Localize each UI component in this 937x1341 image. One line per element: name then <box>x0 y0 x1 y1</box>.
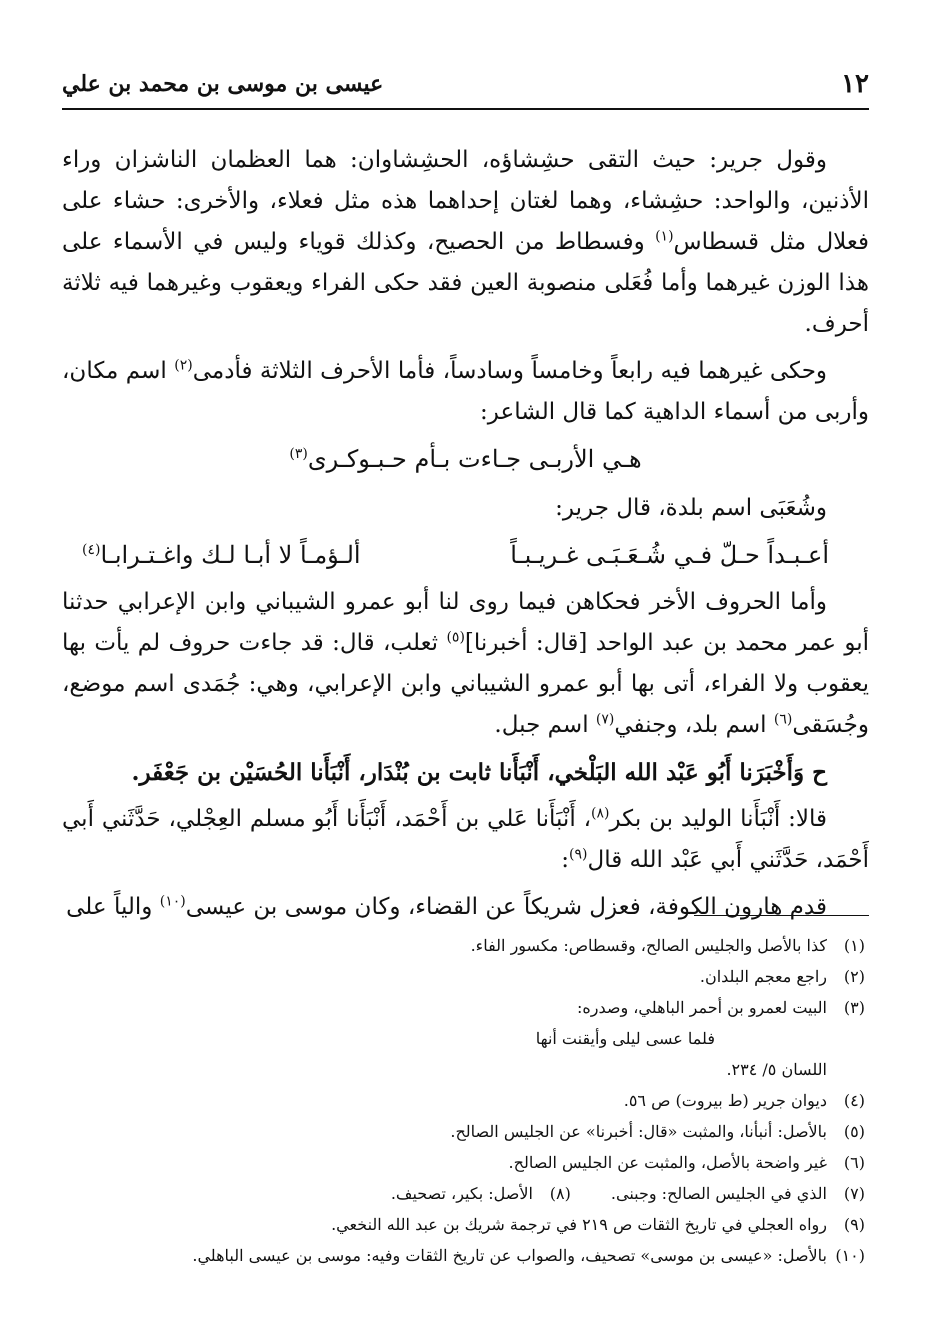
footnote-text: بالأصل: أنبأنا، والمثبت «قال: أخبرنا» عن الجليس الصالح. <box>450 1122 827 1141</box>
paragraph <box>62 351 869 433</box>
paragraph-text: ثعلب، قال: قد جاءت حروف لم يأت بها يعقوب ولا الفراء، أتى بها أبو عمرو الشيباني وابن الإعرابي، وهي: جُمَدى اسم موضع، وجُسَقى <box>62 630 869 738</box>
footnote-item <box>62 1085 865 1116</box>
paragraph-text: ، أَنْبَأَنا عَلي بن أَحْمَد، أَنْبَأَنا أَبُو مسلم العِجْلي، حَدَّثَني أَبي أَحْمَد، حَدَّثَني أَبي عَبْد الله قال <box>62 806 869 873</box>
footnote-number: (١) <box>843 936 865 955</box>
paragraph <box>62 582 869 746</box>
footnote-separator <box>694 915 869 916</box>
footnote-ref: (١) <box>655 228 674 245</box>
paragraph-text: وفسطاط من الحصيح، وكذلك قوياء وليس في الأسماء على هذا الوزن غيرهما وأما فُعَلى منصوبة العين فقد حكى الفراء ويعقوب وغيرهما فيه ثلاثة أحرف. <box>62 229 869 337</box>
footnote-item <box>62 1240 865 1271</box>
footnote-ref: (٨) <box>591 805 610 822</box>
paragraph-text: وأما الحروف الأخر فحكاهن فيما روى لنا أبو عمرو الشيباني وابن الإعرابي حدثنا أبو عمر محمد بن عبد الواحد [قال: أخبرنا] <box>62 589 870 656</box>
footnote-item <box>62 1147 865 1178</box>
footnote-number: (٧) <box>843 1184 865 1203</box>
footnote-number: (٢) <box>843 967 865 986</box>
main-text <box>62 140 869 934</box>
page-number: ١٢ <box>841 69 869 99</box>
paragraph-text: وشُعَبَى اسم بلدة، قال جرير: <box>555 495 827 521</box>
paragraph-text: وحكى غيرهما فيه رابعاً وخامساً وسادساً، فأما الأحرف الثلاثة فأدمى <box>192 358 828 384</box>
footnote-number: (٣) <box>843 998 865 1017</box>
footnote-ref: (١٠) <box>159 893 186 910</box>
footnote-item <box>62 1209 865 1240</box>
paragraph-text: والياً على <box>66 894 153 920</box>
page-header <box>62 60 869 110</box>
footnote-number: (٦) <box>843 1153 865 1172</box>
verse-line <box>62 439 869 480</box>
isnad-paragraph <box>62 752 869 793</box>
paragraph-text: قالا: أَنْبَأَنا الوليد بن بكر <box>609 806 827 832</box>
paragraph-text: اسم مكان، وأربى من أسماء الداهية كما قال الشاعر: <box>62 358 869 425</box>
paragraph-text: اسم جبل. <box>494 712 589 738</box>
isnad-text: ح وَأَخْبَرَنا أَبُو عَبْد الله البَلْخي، أَنْبَأَنا ثابت بن بُنْدَار، أَنْبَأَنا الحُسَيْن بن جَعْفَر. <box>131 759 827 786</box>
paragraph <box>62 887 869 928</box>
footnote-ref: (٣) <box>289 446 308 462</box>
footnote-number: (٩) <box>843 1215 865 1234</box>
footnote-ref: (٩) <box>569 846 588 863</box>
verse-hemistich-first: أعـبـداً حـلّ فـي شُـعَـبَـى غـريـبـاً <box>510 541 829 569</box>
footnote-text: رواه العجلي في تاريخ الثقات ص ٢١٩ في ترجمة شريك بن عبد الله النخعي. <box>331 1215 827 1234</box>
footnote-text: راجع معجم البلدان. <box>699 967 827 986</box>
footnote-text: الأصل: بكير، تصحيف. <box>390 1184 533 1203</box>
footnote-item <box>62 992 865 1023</box>
verse-text: هـي الأربـى جـاءت بـأم حـبـوكـرى <box>307 445 642 473</box>
footnote-item <box>62 930 865 961</box>
paragraph <box>62 799 869 881</box>
verse-hemistich-second <box>82 535 361 576</box>
paragraph <box>62 140 869 345</box>
paragraph <box>62 488 869 529</box>
paragraph-text: وقول جرير: حيث التقى حشِشاؤه، الحشِشاوان: هما العظمان الناشزان وراء الأذنين، والواحد: حشِشاء، وهما لغتان إحداهما هذه مثل فعلاء، والأخرى: حشاء على فعلال مثل قسطاس <box>62 147 869 255</box>
footnote-ref: (٥) <box>446 629 465 646</box>
footnote-text: بالأصل: «عيسى بن موسى» تصحيف، والصواب عن تاريخ الثقات وفيه: موسى بن عيسى الباهلي. <box>192 1246 827 1265</box>
paragraph-text: : <box>561 847 570 873</box>
footnote-ref: (٧) <box>595 711 615 728</box>
footnote-text: ديوان جرير (ط بيروت) ص ٥٦. <box>623 1091 827 1110</box>
footnote-number: (٥) <box>843 1122 865 1141</box>
footnotes <box>62 930 865 1271</box>
footnote-item <box>62 961 865 992</box>
footnote-number: (١٠) <box>835 1246 865 1265</box>
footnote-number: (٤) <box>843 1091 865 1110</box>
footnote-item <box>62 1116 865 1147</box>
paragraph-text: قدم هارون الكوفة، فعزل شريكاً عن القضاء، وكان موسى بن عيسى <box>185 894 827 920</box>
footnote-verse-reference: اللسان ٥/ ٢٣٤. <box>726 1060 827 1079</box>
footnote-text: غير واضحة بالأصل، والمثبت عن الجليس الصالح. <box>508 1153 827 1172</box>
verse-couplet <box>62 535 869 576</box>
footnote-ref: (٦) <box>773 711 793 728</box>
footnote-item <box>611 1178 865 1209</box>
footnote-item <box>391 1178 571 1209</box>
paragraph-text: اسم بلد، وجنفي <box>614 712 767 738</box>
running-title: عيسى بن موسى بن محمد بن علي <box>62 71 384 97</box>
footnote-number: (٨) <box>549 1184 571 1203</box>
footnote-ref: (٤) <box>82 542 101 558</box>
verse-text: ألـؤمـاً لا أبـا لـك واغـتـرابـا <box>100 541 361 569</box>
footnote-text: كذا بالأصل والجليس الصالح، وقسطاص: مكسور الفاء. <box>470 936 827 955</box>
footnote-pair <box>62 1178 865 1209</box>
footnote-text: البيت لعمرو بن أحمر الباهلي، وصدره: <box>576 998 827 1017</box>
footnote-text: الذي في الجليس الصالح: وجبنى. <box>610 1184 827 1203</box>
footnote-ref: (٢) <box>174 357 193 374</box>
footnote-verse: فلما عسى ليلى وأيقنت أنها <box>535 1029 715 1048</box>
